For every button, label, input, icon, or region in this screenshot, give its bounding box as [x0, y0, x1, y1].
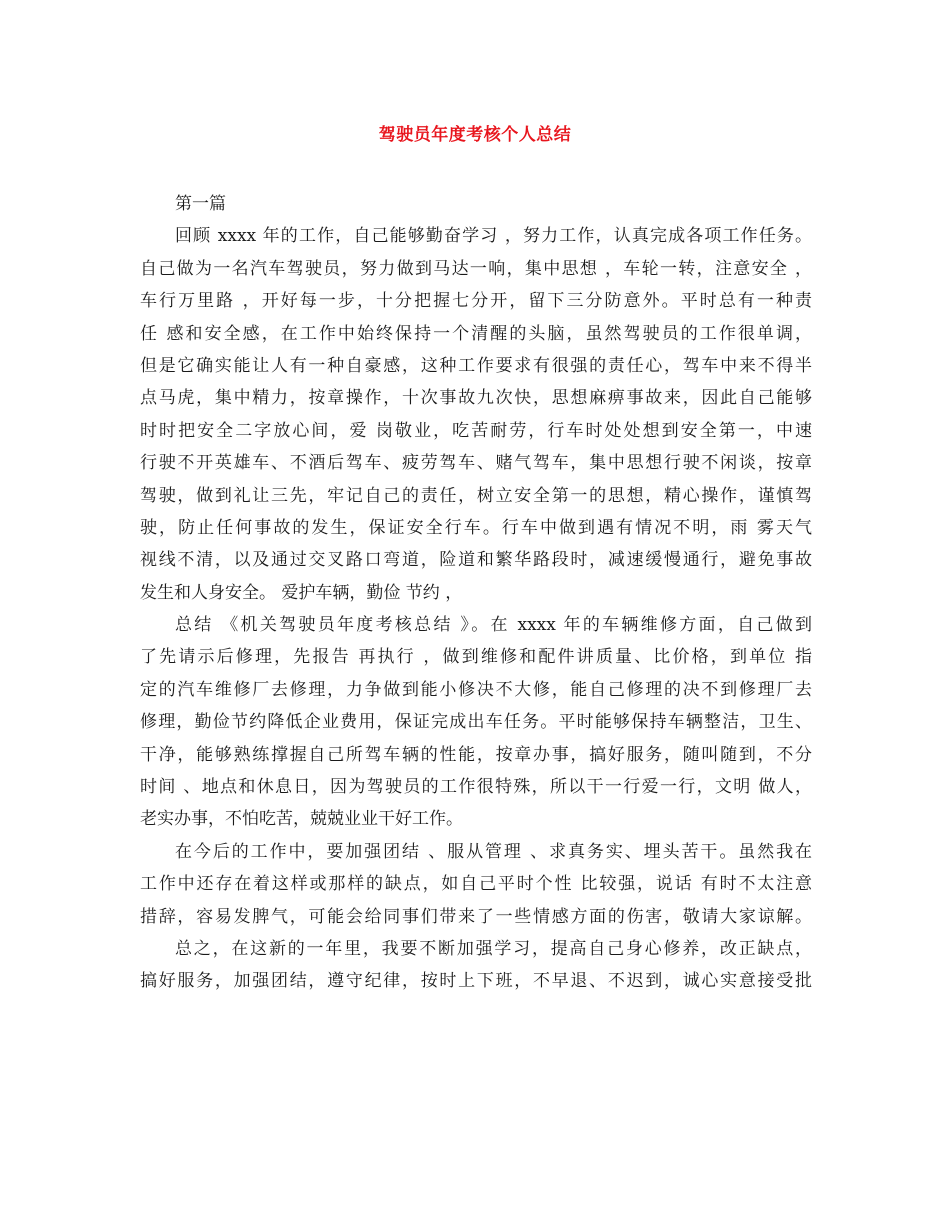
text-line: 总之，在这新的一年里，我要不断加强学习，提高自己身心修养，改正缺点， — [175, 938, 812, 959]
text-line: 回顾 xxxx 年的工作，自己能够勤奋学习 ，努力工作，认真完成各项工作任务。 — [175, 226, 812, 247]
document-body — [140, 188, 812, 998]
text-line: 在今后的工作中，要加强团结 、服从管理 、求真务实、埋头苦干。虽然我在 — [175, 841, 812, 862]
text-line: 干净，能够熟练撑握自己所驾车辆的性能，按章办事，搞好服务，随叫随到，不分 — [140, 744, 812, 765]
text-line: 了先请示后修理，先报告 再执行 ，做到维修和配件讲质量、比价格，到单位 指 — [140, 647, 812, 668]
text-line: 驶，防止任何事故的发生，保证安全行车。行车中做到遇有情况不明，雨 雾天气 — [140, 517, 812, 538]
text-line: 点马虎，集中精力，按章操作，十次事故九次快，思想麻痹事故来，因此自己能够 — [140, 388, 812, 409]
text-line: 第一篇 — [175, 194, 226, 214]
text-line: 自己做为一名汽车驾驶员，努力做到马达一响，集中思想 ，车轮一转，注意安全 ， — [140, 258, 812, 279]
text-line: 搞好服务，加强团结，遵守纪律，按时上下班，不早退、不迟到，诚心实意接受批 — [140, 971, 812, 992]
text-line: 车行万里路 ，开好每一步，十分把握七分开，留下三分防意外。平时总有一种责 — [140, 291, 812, 312]
text-line: 工作中还存在着这样或那样的缺点，如自己平时个性 比较强，说话 有时不太注意 — [140, 874, 812, 895]
text-line: 老实办事，不怕吃苦，兢兢业业干好工作。 — [140, 809, 463, 830]
text-line: 任 感和安全感，在工作中始终保持一个清醒的头脑，虽然驾驶员的工作很单调， — [140, 323, 812, 344]
text-line: 措辞，容易发脾气，可能会给同事们带来了一些情感方面的伤害，敬请大家谅解。 — [140, 906, 812, 927]
text-line: 时时把安全二字放心间，爱 岗敬业，吃苦耐劳，行车时处处想到安全第一，中速 — [140, 420, 812, 441]
text-line: 行驶不开英雄车、不酒后驾车、疲劳驾车、赌气驾车，集中思想行驶不闲谈，按章 — [140, 453, 812, 474]
text-line: 驾驶，做到礼让三先，牢记自己的责任，树立安全第一的思想，精心操作，谨慎驾 — [140, 485, 812, 506]
text-line: 但是它确实能让人有一种自豪感，这种工作要求有很强的责任心，驾车中来不得半 — [140, 355, 812, 376]
text-line: 时间 、地点和休息日，因为驾驶员的工作很特殊，所以干一行爱一行，文明 做人， — [140, 777, 812, 798]
text-line: 视线不清，以及通过交叉路口弯道，险道和繁华路段时，减速缓慢通行，避免事故 — [140, 550, 812, 571]
text-line: 总结 《机关驾驶员年度考核总结 》。在 xxxx 年的车辆维修方面，自己做到 — [175, 615, 812, 636]
text-line: 定的汽车维修厂去修理，力争做到能小修决不大修，能自己修理的决不到修理厂去 — [140, 679, 812, 700]
document-title: 驾驶员年度考核个人总结 — [378, 125, 572, 145]
text-line: 发生和人身安全。 爱护车辆，勤俭 节约 ， — [140, 582, 463, 603]
text-line: 修理，勤俭节约降低企业费用，保证完成出车任务。平时能够保持车辆整洁，卫生、 — [140, 712, 812, 733]
